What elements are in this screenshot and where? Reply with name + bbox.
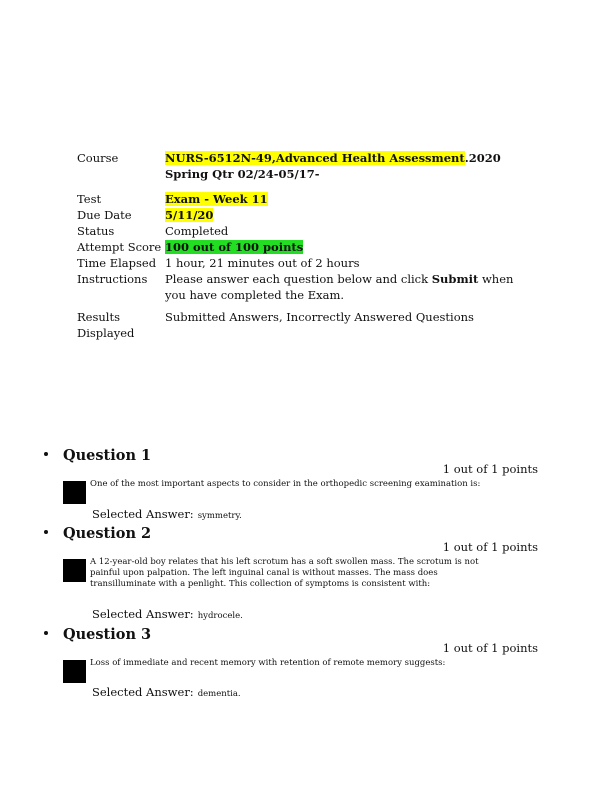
results-row [77,309,517,341]
question-status-icon [63,481,86,504]
status-value: Completed [165,224,229,238]
instructions-value [165,271,517,303]
bullet-icon [44,452,48,456]
due-date-label: Due Date [77,208,132,222]
attempt-score-value: 100 out of 100 points [165,240,304,254]
time-elapsed-value: 1 hour, 21 minutes out of 2 hours [165,256,360,270]
time-elapsed-row [77,255,517,271]
course-term: .2020 Spring Qtr 02/24-05/17- [165,151,501,181]
test-value: Exam - Week 11 [165,192,268,206]
selected-answer [92,507,242,521]
bullet-icon [44,631,48,635]
question-status-icon [63,559,86,582]
status-label: Status [77,224,115,238]
question-points: 1 out of 1 points [442,540,538,554]
status-row [77,223,517,239]
course-row [77,150,517,182]
selected-answer [92,607,243,621]
bullet-icon [44,530,48,534]
question-text: One of the most important aspects to consider in the orthopedic screening examination is: [90,479,481,489]
selected-answer-label: Selected Answer: [92,607,194,621]
question-title: Question 1 [63,447,152,464]
question-points: 1 out of 1 points [442,462,538,476]
instructions-text: Please answer each question below and click [165,272,432,286]
course-value [165,150,517,182]
attempt-score-label: Attempt Score [77,240,162,254]
question-status-icon [63,660,86,683]
instructions-text-end: when you have completed the Exam. [165,272,514,302]
selected-answer-value: hydrocele. [197,611,243,621]
question-title: Question 3 [63,626,152,643]
due-date-value: 5/11/20 [165,208,214,222]
test-row [77,191,517,207]
due-date-row [77,207,517,223]
results-value: Submitted Answers, Incorrectly Answered Questions [165,310,474,324]
selected-answer-label: Selected Answer: [92,685,194,699]
results-label: Results Displayed [77,310,135,340]
question-text: A 12-year-old boy relates that his left scrotum has a soft swollen mass. The scrotum is not painful upon palpation. The left inguinal canal is without masses. The mass does transilluminate with a penlight. This collection of symptoms is consistent with: [90,557,479,589]
test-info-table [77,150,517,341]
time-elapsed-label: Time Elapsed [77,256,157,270]
question-text: Loss of immediate and recent memory with retention of remote memory suggests: [90,658,446,668]
attempt-score-row [77,239,517,255]
instructions-row [77,271,517,303]
selected-answer-value: dementia. [197,689,241,699]
test-label: Test [77,192,102,206]
submit-keyword: Submit [431,272,479,286]
selected-answer [92,685,241,699]
course-label: Course [77,151,119,165]
selected-answer-label: Selected Answer: [92,507,194,521]
question-title: Question 2 [63,525,152,542]
course-name-highlight: NURS-6512N-49,Advanced Health Assessment [165,151,465,165]
question-points: 1 out of 1 points [442,641,538,655]
instructions-label: Instructions [77,272,148,286]
selected-answer-value: symmetry. [197,511,242,521]
